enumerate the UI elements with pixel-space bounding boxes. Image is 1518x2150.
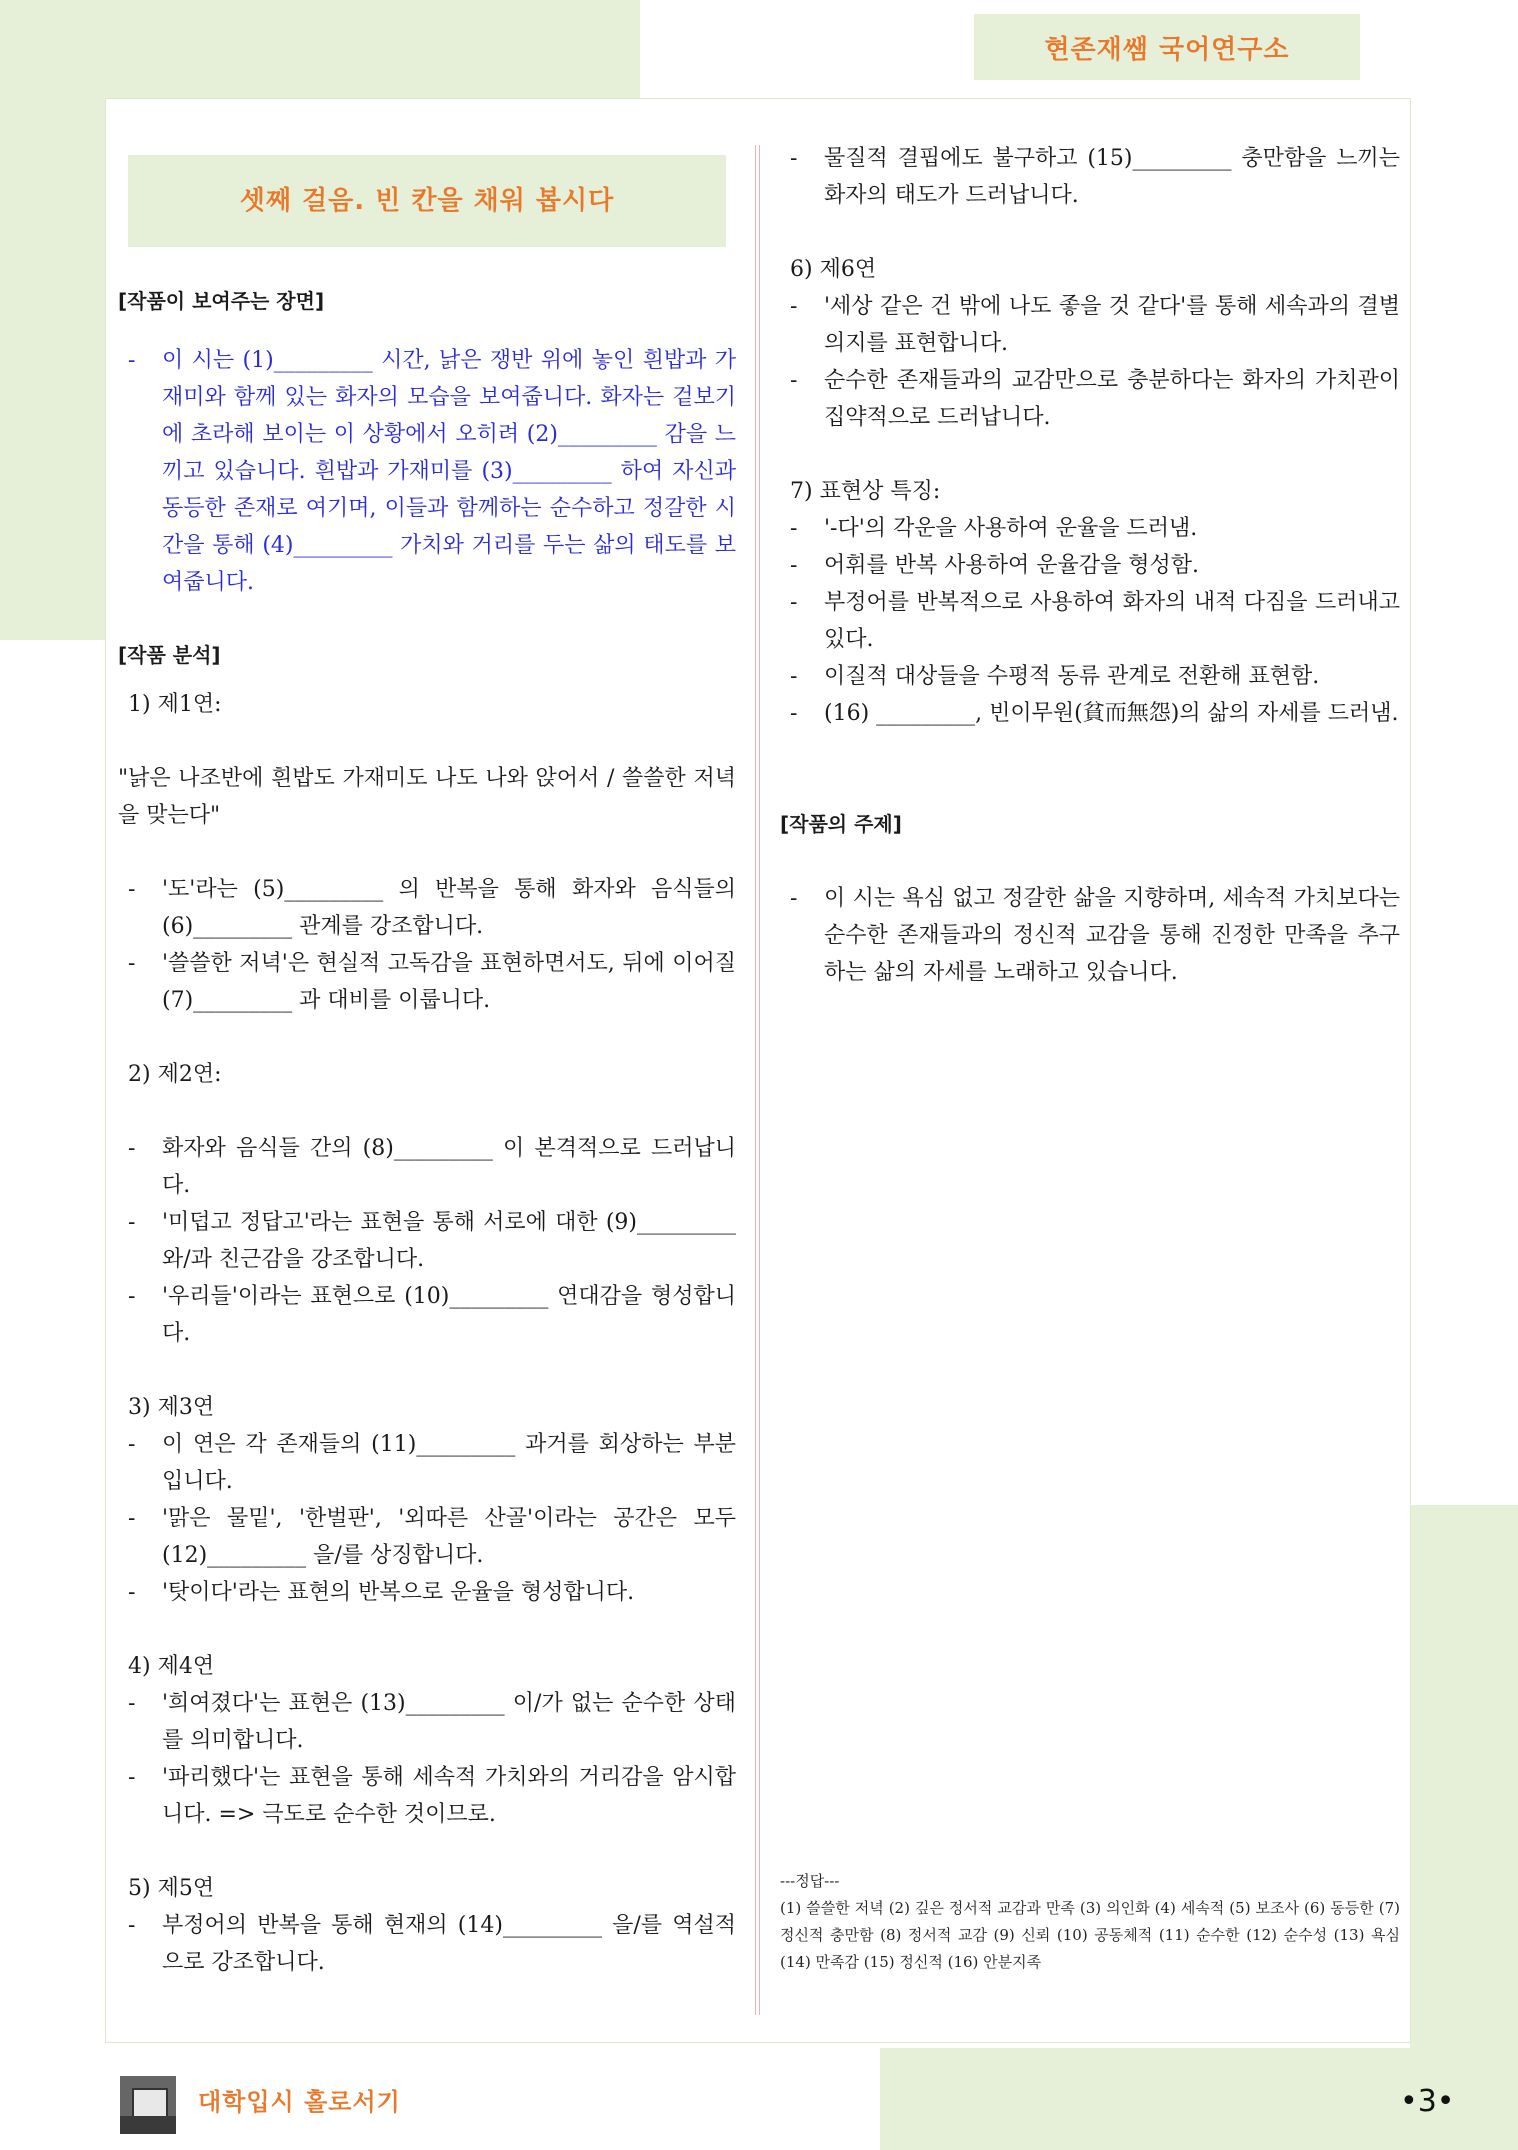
scene-paragraph: - 이 시는 (1)_________ 시간, 낡은 쟁반 위에 놓인 흰밥과 가재미와 함께 있는 화자의 모습을 보여줍니다. 화자는 겉보기에 초라해 보이는 이 상황에서 오히려 (2)_________ 감을 느끼고 있습니다. 흰밥과 가재미를 (3)_________ 하여 자신과 동등한 존재로 여기며, 이들과 함께하는 순수하고 정갈한 시간을 통해 (4)_________ 가치와 거리를 두는 삶의 태도를 보여줍니다.	[118, 342, 736, 601]
stanza1-quote: "낡은 나조반에 흰밥도 가재미도 나도 나와 앉어서 / 쓸쓸한 저녁을 맞는다"	[118, 766, 736, 828]
dash-marker: -	[128, 348, 136, 373]
section-title: 셋째 걸음. 빈 칸을 채워 봅시다	[128, 155, 726, 247]
theme-paragraph: - 이 시는 욕심 없고 정갈한 삶을 지향하며, 세속적 가치보다는 순수한 존재들과의 정신적 교감을 통해 진정한 만족을 추구하는 삶의 자세를 노래하고 있습니다.	[790, 886, 1400, 985]
stanza5-item: - 부정어의 반복을 통해 현재의 (14)_________ 을/를 역설적으로 강조합니다.	[128, 1913, 736, 1975]
feature-item: - (16) _________, 빈이무원(貧而無怨)의 삶의 자세를 드러냄.	[790, 701, 1399, 726]
answer-key	[780, 1868, 1400, 1976]
scene-heading: [작품이 보여주는 장면]	[118, 289, 325, 313]
feature-item: - 어휘를 반복 사용하여 운율감을 형성함.	[790, 553, 1199, 578]
stanza1-item: - '도'라는 (5)_________ 의 반복을 통해 화자와 음식들의 (6)_________ 관계를 강조합니다.	[128, 877, 736, 939]
stanza5-title: 5) 제5연	[128, 1876, 215, 1901]
feature-item: - 부정어를 반복적으로 사용하여 화자의 내적 다짐을 드러내고 있다.	[790, 590, 1400, 652]
stanza6-item: - '세상 같은 건 밖에 나도 좋을 것 같다'를 통해 세속과의 결별 의지를 표현합니다.	[790, 294, 1400, 356]
left-column	[118, 155, 736, 1981]
answer-text: (1) 쓸쓸한 저녁 (2) 깊은 정서적 교감과 만족 (3) 의인화 (4) 세속적 (5) 보조사 (6) 동등한 (7) 정신적 충만함 (8) 정서적 교감 (9) 신뢰 (10) 공동체적 (11) 순수한 (12) 순수성 (13) 욕심 (14) 만족감 (15) 정신적 (16) 안분지족	[780, 1899, 1400, 1971]
feature-item: - '-다'의 각운을 사용하여 운율을 드러냄.	[790, 516, 1198, 541]
stanza2-item: - '우리들'이라는 표현으로 (10)_________ 연대감을 형성합니다.	[128, 1284, 736, 1346]
stanza3-item: - '맑은 물밑', '한벌판', '외따른 산골'이라는 공간은 모두 (12)_________ 을/를 상징합니다.	[128, 1506, 736, 1568]
page-number: •3•	[1400, 2084, 1455, 2119]
stanza2-title: 2) 제2연:	[128, 1062, 222, 1087]
stanza4-title: 4) 제4연	[128, 1654, 215, 1679]
answer-label: ---정답---	[780, 1872, 840, 1890]
right-column	[780, 140, 1400, 1971]
footer-title: 대학입시 홀로서기	[198, 2088, 401, 2116]
stanza1-item: - '쓸쓸한 저녁'은 현실적 고독감을 표현하면서도, 뒤에 이어질 (7)_________ 과 대비를 이룹니다.	[128, 951, 736, 1013]
stanza7-title: 7) 표현상 특징:	[790, 479, 941, 504]
analysis-heading: [작품 분석]	[118, 643, 221, 667]
stanza6-title: 6) 제6연	[790, 257, 877, 282]
stanza3-title: 3) 제3연	[128, 1395, 215, 1420]
stanza4-item: - '파리했다'는 표현을 통해 세속적 가치와의 거리감을 암시합니다. => 극도로 순수한 것이므로.	[128, 1765, 736, 1827]
stanza4-item: - '희여졌다'는 표현은 (13)_________ 이/가 없는 순수한 상태를 의미합니다.	[128, 1691, 736, 1753]
theme-heading: [작품의 주제]	[780, 812, 902, 836]
brand-label: 현존재쌤 국어연구소	[974, 14, 1360, 80]
column-divider	[755, 145, 761, 2015]
stanza2-item: - '미덥고 정답고'라는 표현을 통해 서로에 대한 (9)_________ 와/과 친근감을 강조합니다.	[128, 1210, 736, 1272]
stanza5-cont-item: - 물질적 결핍에도 불구하고 (15)_________ 충만함을 느끼는 화자의 태도가 드러납니다.	[790, 146, 1400, 208]
feature-item: - 이질적 대상들을 수평적 동류 관계로 전환해 표현함.	[790, 664, 1320, 689]
stanza3-item: - '탓이다'라는 표현의 반복으로 운율을 형성합니다.	[128, 1580, 635, 1605]
stanza2-item: - 화자와 음식들 간의 (8)_________ 이 본격적으로 드러납니다.	[128, 1136, 736, 1198]
stanza6-item: - 순수한 존재들과의 교감만으로 충분하다는 화자의 가치관이 집약적으로 드러납니다.	[790, 368, 1400, 430]
stanza3-item: - 이 연은 각 존재들의 (11)_________ 과거를 회상하는 부분입니다.	[128, 1432, 736, 1494]
stanza1-title: 1) 제1연:	[128, 692, 222, 717]
logo-icon	[120, 2076, 176, 2134]
